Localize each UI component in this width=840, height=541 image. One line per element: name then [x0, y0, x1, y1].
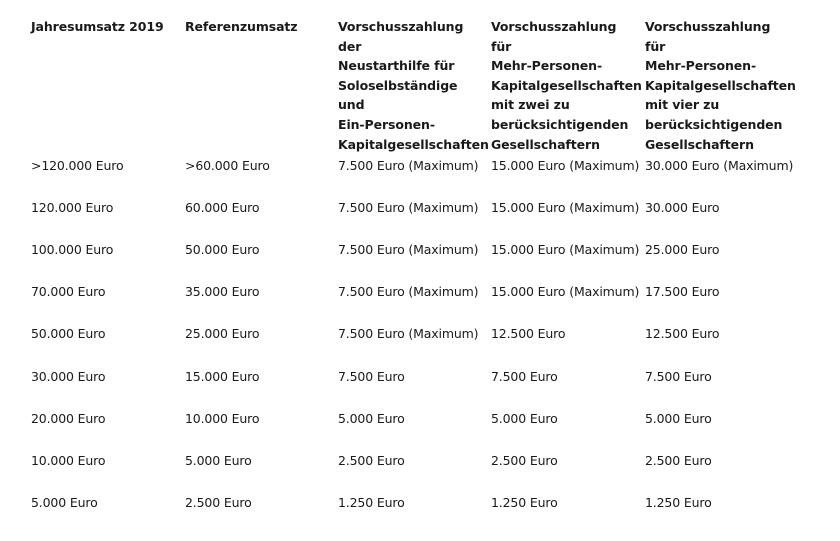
cell-vorschuss-zwei: 2.500 Euro: [491, 453, 558, 468]
cell-referenzumsatz: 2.500 Euro: [185, 495, 252, 510]
cell-vorschuss-vier: 25.000 Euro: [645, 242, 720, 257]
cell-jahresumsatz: 70.000 Euro: [31, 284, 106, 299]
cell-vorschuss-vier: 7.500 Euro: [645, 369, 712, 384]
cell-vorschuss-vier: 17.500 Euro: [645, 284, 720, 299]
table-row: [0, 409, 840, 429]
cell-vorschuss-zwei: 12.500 Euro: [491, 326, 566, 341]
cell-referenzumsatz: >60.000 Euro: [185, 158, 270, 173]
cell-referenzumsatz: 50.000 Euro: [185, 242, 260, 257]
table-row: [0, 493, 840, 513]
cell-referenzumsatz: 15.000 Euro: [185, 369, 260, 384]
cell-vorschuss-zwei: 15.000 Euro (Maximum): [491, 158, 640, 173]
table-row: [0, 324, 840, 344]
cell-vorschuss-vier: 30.000 Euro (Maximum): [645, 158, 794, 173]
cell-vorschuss-solo: 7.500 Euro (Maximum): [338, 200, 479, 215]
table-row: [0, 367, 840, 387]
cell-vorschuss-vier: 5.000 Euro: [645, 411, 712, 426]
header-vorschuss-zwei: Vorschusszahlung für Mehr-Personen- Kapitalgesellschaften mit zwei zu berücksichtigenden Gesellschaftern: [491, 19, 642, 152]
header-referenzumsatz: Referenzumsatz: [185, 19, 298, 34]
cell-vorschuss-solo: 1.250 Euro: [338, 495, 405, 510]
cell-vorschuss-solo: 5.000 Euro: [338, 411, 405, 426]
header-vorschuss-vier: Vorschusszahlung für Mehr-Personen- Kapitalgesellschaften mit vier zu berücksichtigenden Gesellschaftern: [645, 19, 796, 152]
header-jahresumsatz: Jahresumsatz 2019: [31, 19, 164, 34]
cell-vorschuss-vier: 1.250 Euro: [645, 495, 712, 510]
cell-referenzumsatz: 5.000 Euro: [185, 453, 252, 468]
cell-vorschuss-zwei: 15.000 Euro (Maximum): [491, 284, 640, 299]
table-row: [0, 156, 840, 176]
cell-jahresumsatz: 10.000 Euro: [31, 453, 106, 468]
cell-referenzumsatz: 35.000 Euro: [185, 284, 260, 299]
cell-vorschuss-solo: 7.500 Euro: [338, 369, 405, 384]
cell-jahresumsatz: 120.000 Euro: [31, 200, 114, 215]
cell-vorschuss-zwei: 15.000 Euro (Maximum): [491, 242, 640, 257]
cell-jahresumsatz: 100.000 Euro: [31, 242, 114, 257]
cell-vorschuss-solo: 7.500 Euro (Maximum): [338, 158, 479, 173]
cell-jahresumsatz: 30.000 Euro: [31, 369, 106, 384]
cell-vorschuss-solo: 7.500 Euro (Maximum): [338, 326, 479, 341]
cell-vorschuss-vier: 12.500 Euro: [645, 326, 720, 341]
cell-vorschuss-zwei: 15.000 Euro (Maximum): [491, 200, 640, 215]
cell-jahresumsatz: 5.000 Euro: [31, 495, 98, 510]
cell-vorschuss-zwei: 7.500 Euro: [491, 369, 558, 384]
cell-vorschuss-vier: 30.000 Euro: [645, 200, 720, 215]
table-row: [0, 282, 840, 302]
table-row: [0, 198, 840, 218]
table-row: [0, 240, 840, 260]
cell-vorschuss-solo: 2.500 Euro: [338, 453, 405, 468]
cell-referenzumsatz: 25.000 Euro: [185, 326, 260, 341]
table-row: [0, 451, 840, 471]
cell-vorschuss-zwei: 1.250 Euro: [491, 495, 558, 510]
cell-jahresumsatz: 50.000 Euro: [31, 326, 106, 341]
cell-vorschuss-zwei: 5.000 Euro: [491, 411, 558, 426]
cell-vorschuss-solo: 7.500 Euro (Maximum): [338, 242, 479, 257]
cell-vorschuss-vier: 2.500 Euro: [645, 453, 712, 468]
cell-jahresumsatz: >120.000 Euro: [31, 158, 124, 173]
header-vorschuss-solo: Vorschusszahlung der Neustarthilfe für Soloselbständige und Ein-Personen- Kapitalgesellschaften: [338, 19, 489, 152]
cell-jahresumsatz: 20.000 Euro: [31, 411, 106, 426]
cell-vorschuss-solo: 7.500 Euro (Maximum): [338, 284, 479, 299]
cell-referenzumsatz: 10.000 Euro: [185, 411, 260, 426]
cell-referenzumsatz: 60.000 Euro: [185, 200, 260, 215]
